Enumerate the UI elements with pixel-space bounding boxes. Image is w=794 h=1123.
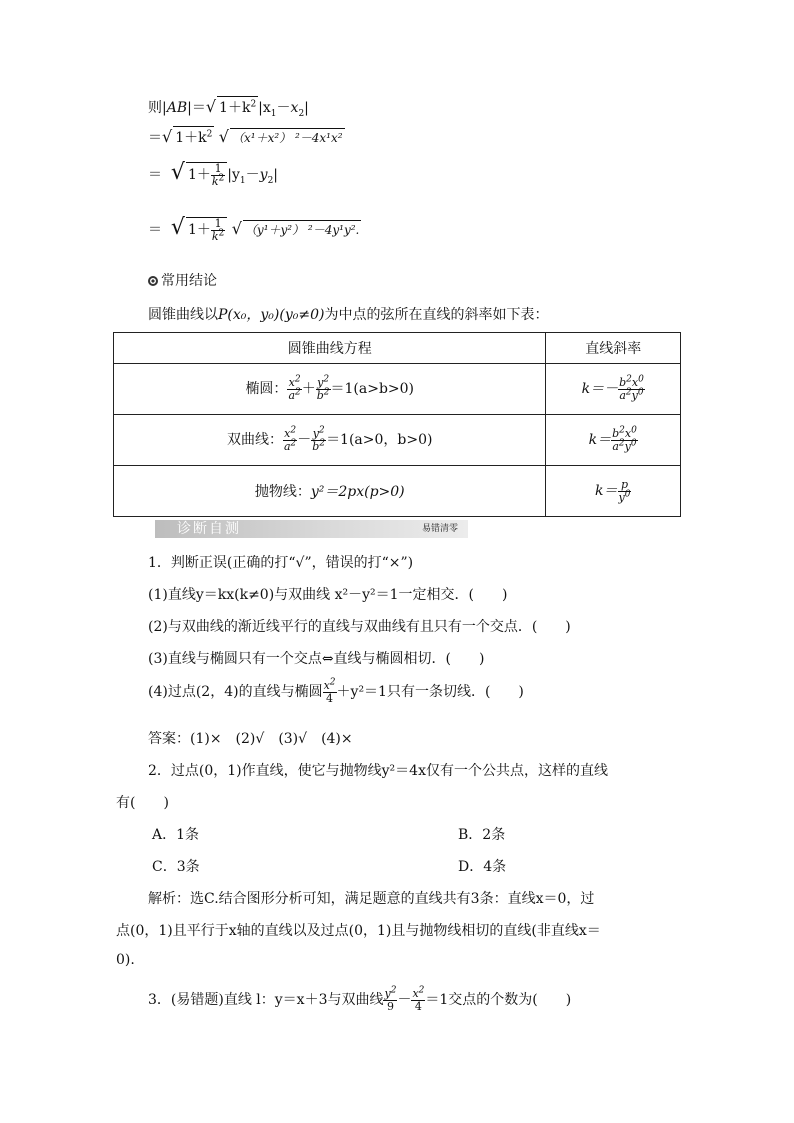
radicand: 1＋ $\frac{1}{k^2}$ — [186, 217, 227, 242]
text: ＝1(a>0，b>0) — [326, 432, 433, 448]
q1-item-3: (3)直线与椭圆只有一个交点⇔直线与椭圆相切．( ) — [148, 651, 485, 667]
q2-option-a: A．1条 — [152, 827, 200, 843]
text: k＝ — [595, 483, 618, 499]
derivation-line-1: 则|AB|＝√ $1+k^2$ $|x_1-x_2|$ — [148, 97, 309, 119]
table-row — [114, 415, 681, 466]
table-cell: k＝－ $\frac{b^2x^0}{a^2y^0}$ — [546, 364, 681, 415]
text: 双曲线： — [226, 432, 283, 448]
text: ＝ — [148, 167, 162, 183]
section-title — [148, 270, 217, 290]
text: ＝1(a>b>0) — [330, 381, 415, 397]
text: AB — [166, 100, 188, 116]
banner-title: 诊断自测 — [177, 521, 241, 537]
text: |x — [258, 100, 271, 116]
section-banner — [155, 520, 468, 538]
text: 椭圆： — [245, 381, 288, 397]
radical-sign: √ — [170, 215, 185, 240]
table-cell: 椭圆： $\frac{x^2}{a^2}$ ＋ $\frac{y^2}{b^2}$ ＝1(a>b>0) — [114, 364, 546, 415]
text: ＋y²＝1只有一条切线．( ) — [336, 684, 524, 701]
q1-answer: 答案：(1)× (2)√ (3)√ (4)× — [148, 731, 353, 747]
radicand: （x¹＋x²） ²－4x¹x² — [230, 128, 345, 146]
text: |＝ — [187, 100, 206, 116]
text: 常用结论 — [161, 273, 217, 289]
q2-option-d: D．4条 — [458, 859, 507, 875]
table-header: 直线斜率 — [546, 333, 681, 364]
derivation-line-2 — [148, 126, 345, 147]
text: (4)过点(2，4)的直线与椭圆 — [148, 684, 323, 701]
q2-solution-3: 0). — [116, 952, 135, 968]
q1-item-4: (4)过点(2，4)的直线与椭圆 $\frac{x^2}{4}$ ＋y²＝1只有一条切线．( ) — [148, 677, 524, 705]
text: |y — [227, 167, 240, 183]
table-row — [114, 466, 681, 517]
text: y²＝2px(p>0) — [310, 484, 405, 500]
radicand: （y¹＋y²） ²－4y¹y². — [243, 220, 361, 238]
q3-line: 3．(易错题)直线 l：y＝x＋3与双曲线 $\frac{y^2}{9}$ － $\frac{x^2}{4}$ ＝1交点的个数为( ) — [148, 985, 572, 1013]
text: P(x₀，y₀)(y₀≠0) — [218, 307, 325, 323]
text: ＝ — [148, 130, 162, 146]
q1-title: 1．判断正误(正确的打“√”，错误的打“×”) — [148, 555, 414, 571]
q2-line-1: 2．过点(0，1)作直线，使它与抛物线y²＝4x仅有一个公共点，这样的直线 — [148, 763, 608, 779]
text: 1＋k — [219, 100, 251, 116]
radical-sign: √ — [205, 97, 217, 116]
q2-solution-1: 解析：选C.结合图形分析可知，满足题意的直线共有3条：直线x＝0，过 — [148, 891, 595, 907]
derivation-line-4 — [148, 215, 361, 242]
q2-option-b: B．2条 — [458, 827, 506, 843]
radical-sign: √ — [170, 160, 185, 185]
text: ＝ — [148, 222, 162, 238]
text: 圆锥曲线以 — [148, 307, 218, 323]
radical-sign: √ — [218, 127, 229, 146]
bullet-target-icon — [148, 276, 158, 286]
q2-option-c: C．3条 — [152, 859, 200, 875]
q2-line-2: 有( ) — [116, 795, 169, 811]
table-header: 圆锥曲线方程 — [114, 333, 546, 364]
radicand: $1+k^2$ — [217, 96, 258, 117]
table-cell — [114, 466, 546, 517]
text: 1＋k — [175, 130, 207, 146]
table-cell: k＝ $\frac{p}{y^0}$ — [546, 466, 681, 517]
text: 3．(易错题)直线 l：y＝x＋3与双曲线 — [148, 992, 384, 1009]
radicand: $1+k^2$ — [173, 126, 214, 147]
radical-sign: √ — [231, 219, 242, 238]
table-row — [114, 364, 681, 415]
table-cell: k＝ $\frac{b^2x^0}{a^2y^0}$ — [546, 415, 681, 466]
table-cell: 双曲线： $\frac{x^2}{a^2}$ － $\frac{y^2}{b^2}$ ＝1(a>0，b>0) — [114, 415, 546, 466]
q1-item-2: (2)与双曲线的渐近线平行的直线与双曲线有且只有一个交点．( ) — [148, 619, 571, 635]
q1-item-1: (1)直线y＝kx(k≠0)与双曲线 x²－y²＝1一定相交．( ) — [148, 587, 508, 603]
slope-table — [113, 332, 681, 517]
text: k＝ — [588, 432, 612, 448]
text: 抛物线： — [254, 484, 311, 500]
banner-subtitle: 易错清零 — [421, 524, 458, 534]
text: 为中点的弦所在直线的斜率如下表： — [324, 307, 549, 323]
text: ＝1交点的个数为( ) — [425, 992, 572, 1009]
radicand: 1＋ $\frac{1}{k^2}$ — [186, 162, 227, 187]
derivation-line-3: ＝ √ 1＋ $\frac{1}{k^2}$ $|y_1-y_2|$ — [148, 160, 279, 188]
conclusion-intro — [148, 304, 548, 324]
q2-solution-2: 点(0，1)且平行于x轴的直线以及过点(0，1)且与抛物线相切的直线(非直线x＝ — [116, 923, 601, 939]
radical-sign: √ — [162, 127, 173, 146]
text: k＝－ — [581, 381, 619, 397]
text: 则| — [148, 100, 167, 116]
